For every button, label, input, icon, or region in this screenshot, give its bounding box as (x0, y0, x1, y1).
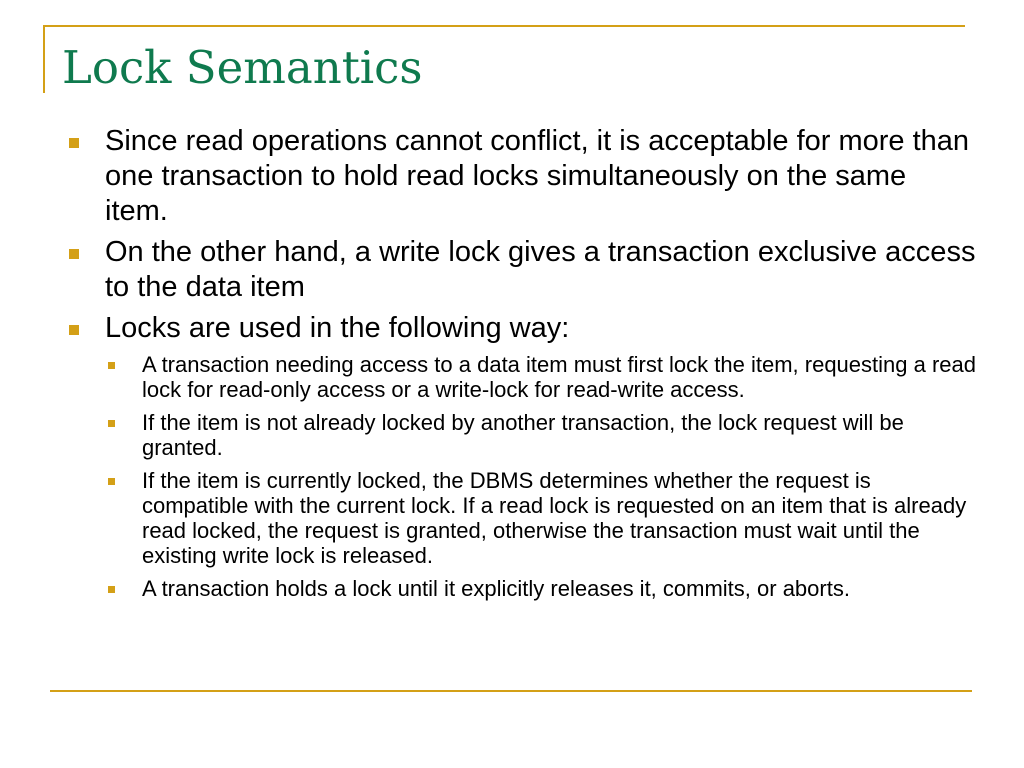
bullet-item (66, 124, 976, 229)
bullet-text: Locks are used in the following way: (105, 312, 570, 344)
bullet-item (66, 235, 976, 305)
frame-top-line (43, 25, 965, 27)
frame-bottom-line (50, 690, 972, 692)
square-bullet-icon (69, 325, 79, 335)
square-bullet-icon (108, 420, 115, 427)
bullet-list (66, 124, 976, 346)
sub-bullet-text: A transaction holds a lock until it explicitly releases it, commits, or aborts. (142, 576, 850, 601)
sub-bullet-text: If the item is not already locked by another transaction, the lock request will be granted. (142, 410, 904, 460)
sub-bullet-item (105, 410, 976, 460)
sub-bullet-item (105, 576, 976, 601)
square-bullet-icon (108, 362, 115, 369)
sub-bullet-list (66, 352, 976, 601)
slide-title: Lock Semantics (62, 41, 423, 94)
sub-bullet-item (105, 468, 976, 568)
square-bullet-icon (108, 478, 115, 485)
sub-bullet-text: A transaction needing access to a data item must first lock the item, requesting a read lock for read-only access or a write-lock for read-write access. (142, 352, 976, 402)
bullet-item (66, 311, 976, 346)
bullet-text: On the other hand, a write lock gives a transaction exclusive access to the data item (105, 236, 976, 303)
frame-left-line (43, 25, 45, 93)
bullet-text: Since read operations cannot conflict, it is acceptable for more than one transaction to hold read locks simultaneously on the same item. (105, 125, 970, 227)
square-bullet-icon (69, 138, 79, 148)
square-bullet-icon (108, 586, 115, 593)
square-bullet-icon (69, 249, 79, 259)
slide-content (66, 124, 976, 609)
sub-bullet-text: If the item is currently locked, the DBMS determines whether the request is compatible with the current lock. If a read lock is requested on an item that is already read locked, the request is granted, otherwise the transaction must wait until the existing write lock is released. (142, 468, 967, 568)
sub-bullet-item (105, 352, 976, 402)
